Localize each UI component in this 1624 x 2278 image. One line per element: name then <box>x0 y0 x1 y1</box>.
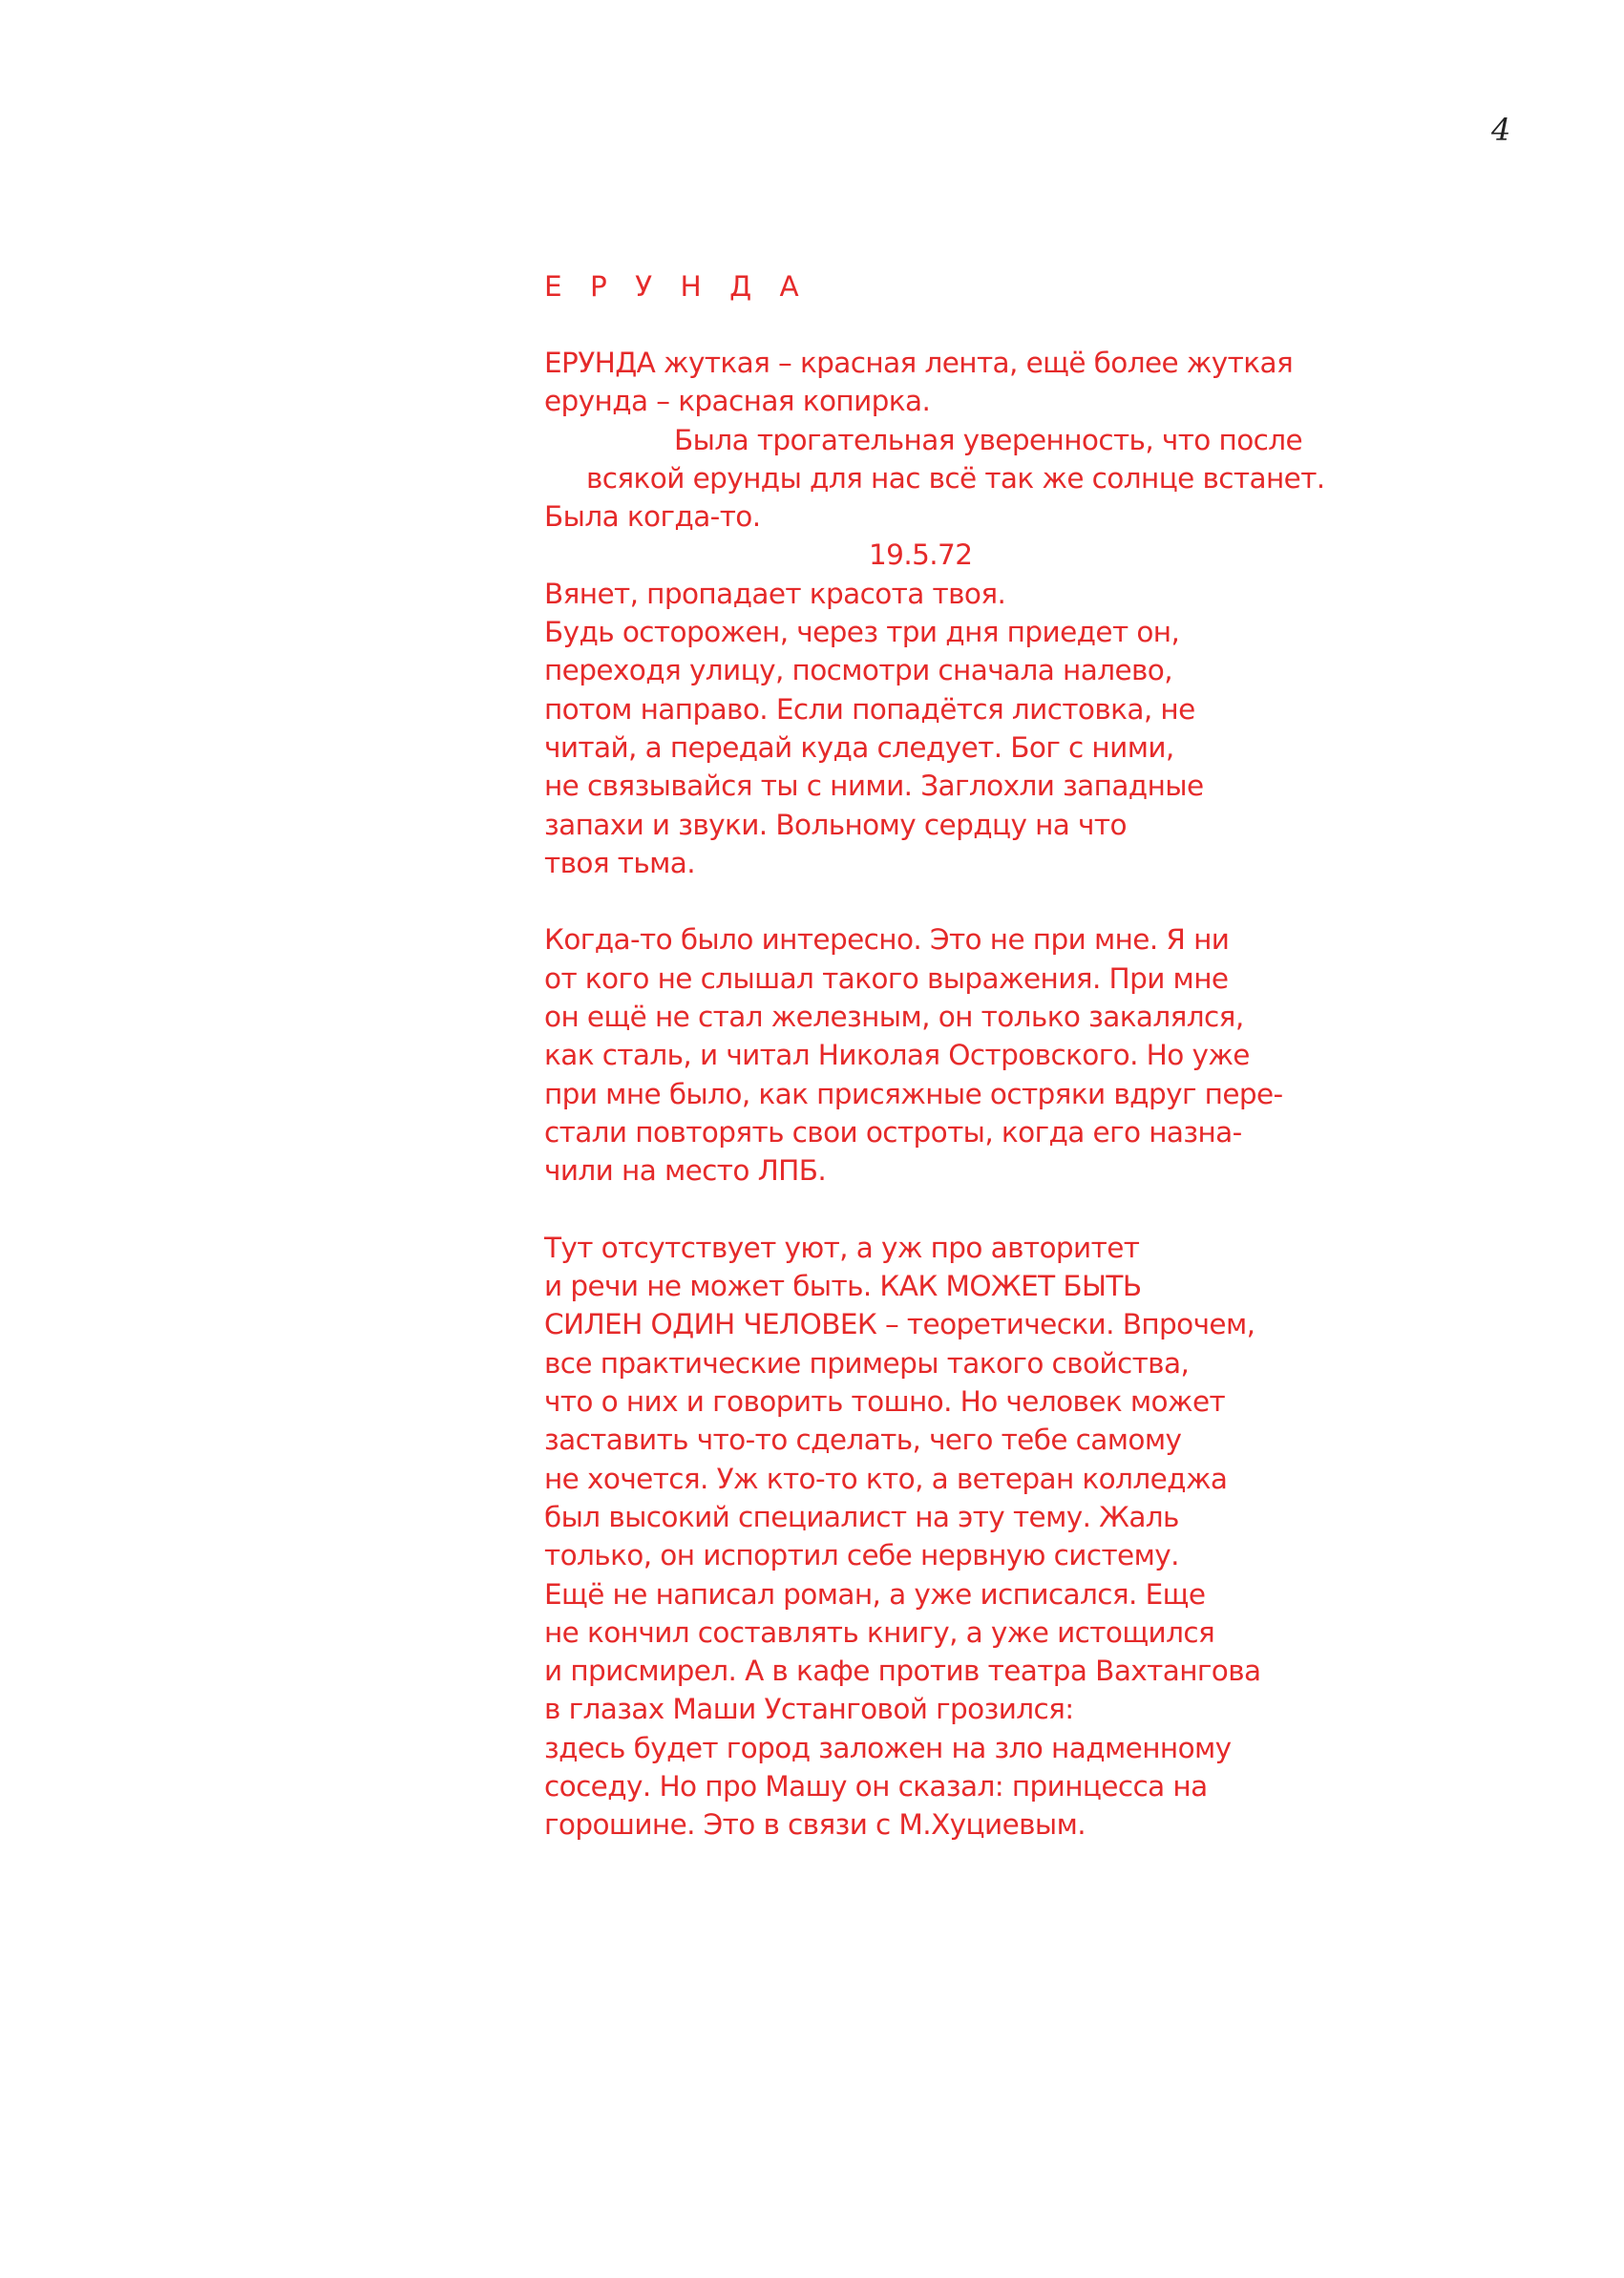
text-line: и речи не может быть. КАК МОЖЕТ БЫТЬ <box>544 1270 1142 1303</box>
text-line: СИЛЕН ОДИН ЧЕЛОВЕК – теоретически. Впрочем, <box>544 1308 1255 1341</box>
text-line: Тут отсутствует уют, а уж про авторитет <box>544 1231 1140 1264</box>
text-line: переходя улицу, посмотри сначала налево, <box>544 654 1173 687</box>
text-line: не связывайся ты с ними. Заглохли западные <box>544 770 1204 803</box>
text-line: он ещё не стал железным, он только закалялся, <box>544 1001 1244 1034</box>
text-line: не кончил составлять книгу, а уже истощился <box>544 1615 1215 1649</box>
text-line: читай, а передай куда следует. Бог с ними, <box>544 730 1174 764</box>
text-line: стали повторять свои остроты, когда его назна- <box>544 1115 1242 1149</box>
text-line: твоя тьма. <box>544 846 696 879</box>
page-number: 4 <box>1491 112 1511 148</box>
text-line: ЕРУНДА жуткая – красная лента, ещё более жуткая <box>544 347 1294 379</box>
text-line: ерунда – красная копирка. <box>544 385 931 418</box>
stanza-gap <box>544 1191 1289 1229</box>
text-line: всякой ерунды для нас всё так же солнце встанет. <box>586 461 1325 495</box>
poem-title: Е Р У Н Д А <box>544 270 809 303</box>
text-line: при мне было, как присяжные остряки вдруг пере- <box>544 1077 1283 1110</box>
text-line: запахи и звуки. Вольному сердцу на что <box>544 808 1127 841</box>
text-line: Ещё не написал роман, а уже исписался. Еще <box>544 1577 1206 1611</box>
poem-text-block <box>544 267 1325 1845</box>
stanza-gap <box>544 882 1289 920</box>
text-line: все практические примеры такого свойства, <box>544 1346 1190 1380</box>
text-line: был высокий специалист на эту тему. Жаль <box>544 1500 1179 1533</box>
text-line: потом направо. Если попадётся листовка, не <box>544 692 1195 726</box>
text-line: что о них и говорить тошно. Но человек может <box>544 1385 1226 1419</box>
text-line: только, он испортил себе нервную систему. <box>544 1539 1179 1572</box>
text-line: Вянет, пропадает красота твоя. <box>544 577 1006 610</box>
text-line: и присмирел. А в кафе против театра Вахтангова <box>544 1655 1261 1688</box>
text-line: не хочется. Уж кто-то кто, а ветеран колледжа <box>544 1462 1228 1495</box>
text-line: как сталь, и читал Николая Островского. Но уже <box>544 1039 1250 1072</box>
text-line: соседу. Но про Машу он сказал: принцесса на <box>544 1769 1208 1803</box>
text-line: от кого не слышал такого выражения. При мне <box>544 961 1229 995</box>
text-line: в глазах Маши Устанговой грозился: <box>544 1693 1074 1726</box>
text-line: Будь осторожен, через три дня приедет он, <box>544 616 1180 649</box>
text-line: заставить что-то сделать, чего тебе самому <box>544 1424 1182 1457</box>
text-line: Когда-то было интересно. Это не при мне. Я ни <box>544 923 1230 957</box>
date-line: 19.5.72 <box>869 538 973 572</box>
text-line: Была трогательная уверенность, что после <box>674 423 1303 456</box>
text-line: горошине. Это в связи с М.Хуциевым. <box>544 1808 1086 1842</box>
text-line: чили на место ЛПБ. <box>544 1154 827 1188</box>
text-line: здесь будет город заложен на зло надменному <box>544 1731 1232 1764</box>
text-line: Была когда-то. <box>544 500 761 534</box>
